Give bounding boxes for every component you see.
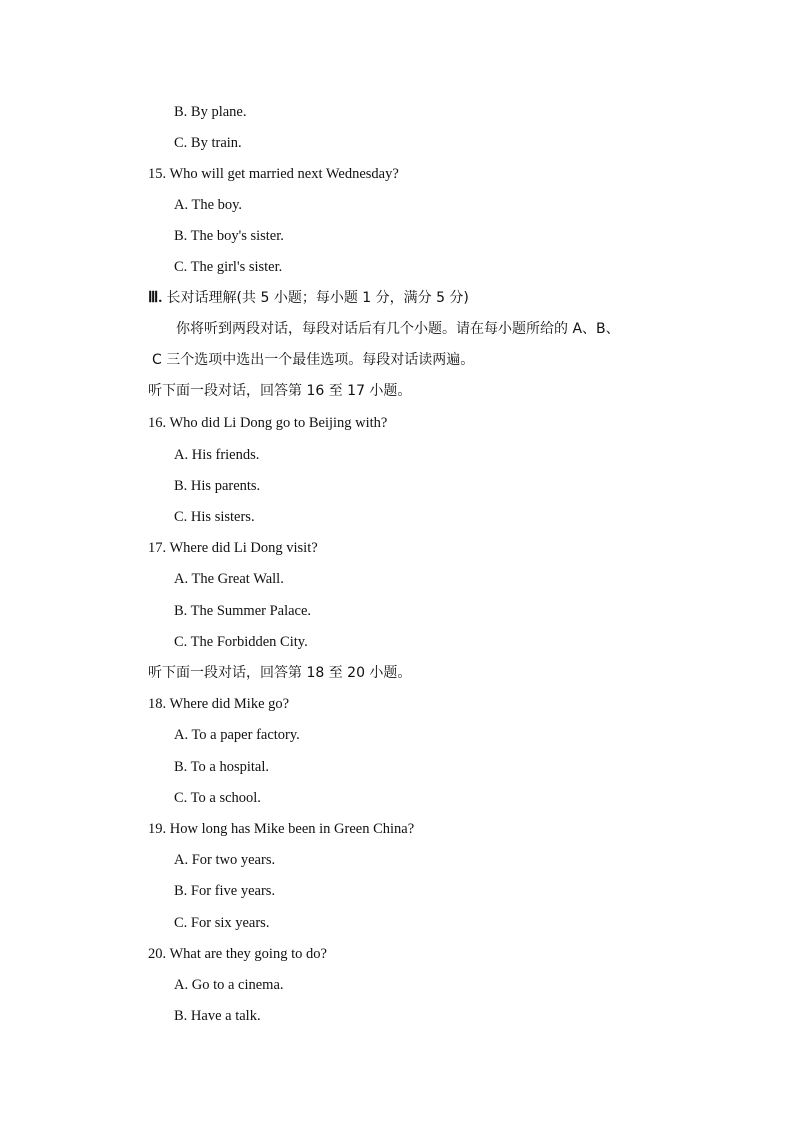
q20-question: 20. What are they going to do? bbox=[148, 946, 327, 962]
q18-question: 18. Where did Mike go? bbox=[148, 696, 290, 712]
q17-option-a: A. The Great Wall. bbox=[174, 571, 284, 587]
q18-option-b: B. To a hospital. bbox=[174, 759, 269, 775]
q19-question: 19. How long has Mike been in Green China? bbox=[148, 821, 415, 837]
dialog-1-prompt: 听下面一段对话，回答第 16 至 17 小题。 bbox=[148, 383, 412, 399]
q16-option-a: A. His friends. bbox=[174, 447, 260, 463]
q19-option-b: B. For five years. bbox=[174, 883, 276, 899]
section-3-heading bbox=[148, 288, 469, 308]
q19-option-a: A. For two years. bbox=[174, 852, 276, 868]
section-3-instruction-line1: 你将听到两段对话，每段对话后有几个小题。请在每小题所给的 A、B、 bbox=[176, 321, 620, 337]
q18-option-c: C. To a school. bbox=[174, 790, 261, 806]
q20-option-b: B. Have a talk. bbox=[174, 1008, 261, 1024]
q17-option-b: B. The Summer Palace. bbox=[174, 603, 312, 619]
section-3-number: Ⅲ. bbox=[148, 290, 163, 306]
q19-option-c: C. For six years. bbox=[174, 915, 270, 931]
section-3-title: 长对话理解(共 5 小题；每小题 1 分，满分 5 分) bbox=[162, 290, 469, 306]
q16-option-c: C. His sisters. bbox=[174, 509, 255, 525]
q20-option-a: A. Go to a cinema. bbox=[174, 977, 284, 993]
q15-option-c: C. The girl's sister. bbox=[174, 259, 283, 275]
q15-question: 15. Who will get married next Wednesday? bbox=[148, 166, 399, 182]
q17-option-c: C. The Forbidden City. bbox=[174, 634, 308, 650]
q17-question: 17. Where did Li Dong visit? bbox=[148, 540, 318, 556]
section-3-instruction-line2: C 三个选项中选出一个最佳选项。每段对话读两遍。 bbox=[152, 352, 475, 368]
q18-option-a: A. To a paper factory. bbox=[174, 727, 300, 743]
q16-question: 16. Who did Li Dong go to Beijing with? bbox=[148, 415, 388, 431]
q15-option-a: A. The boy. bbox=[174, 197, 243, 213]
q14-option-c: C. By train. bbox=[174, 135, 242, 151]
dialog-2-prompt: 听下面一段对话，回答第 18 至 20 小题。 bbox=[148, 665, 412, 681]
q16-option-b: B. His parents. bbox=[174, 478, 261, 494]
q15-option-b: B. The boy's sister. bbox=[174, 228, 284, 244]
q14-option-b: B. By plane. bbox=[174, 104, 247, 120]
